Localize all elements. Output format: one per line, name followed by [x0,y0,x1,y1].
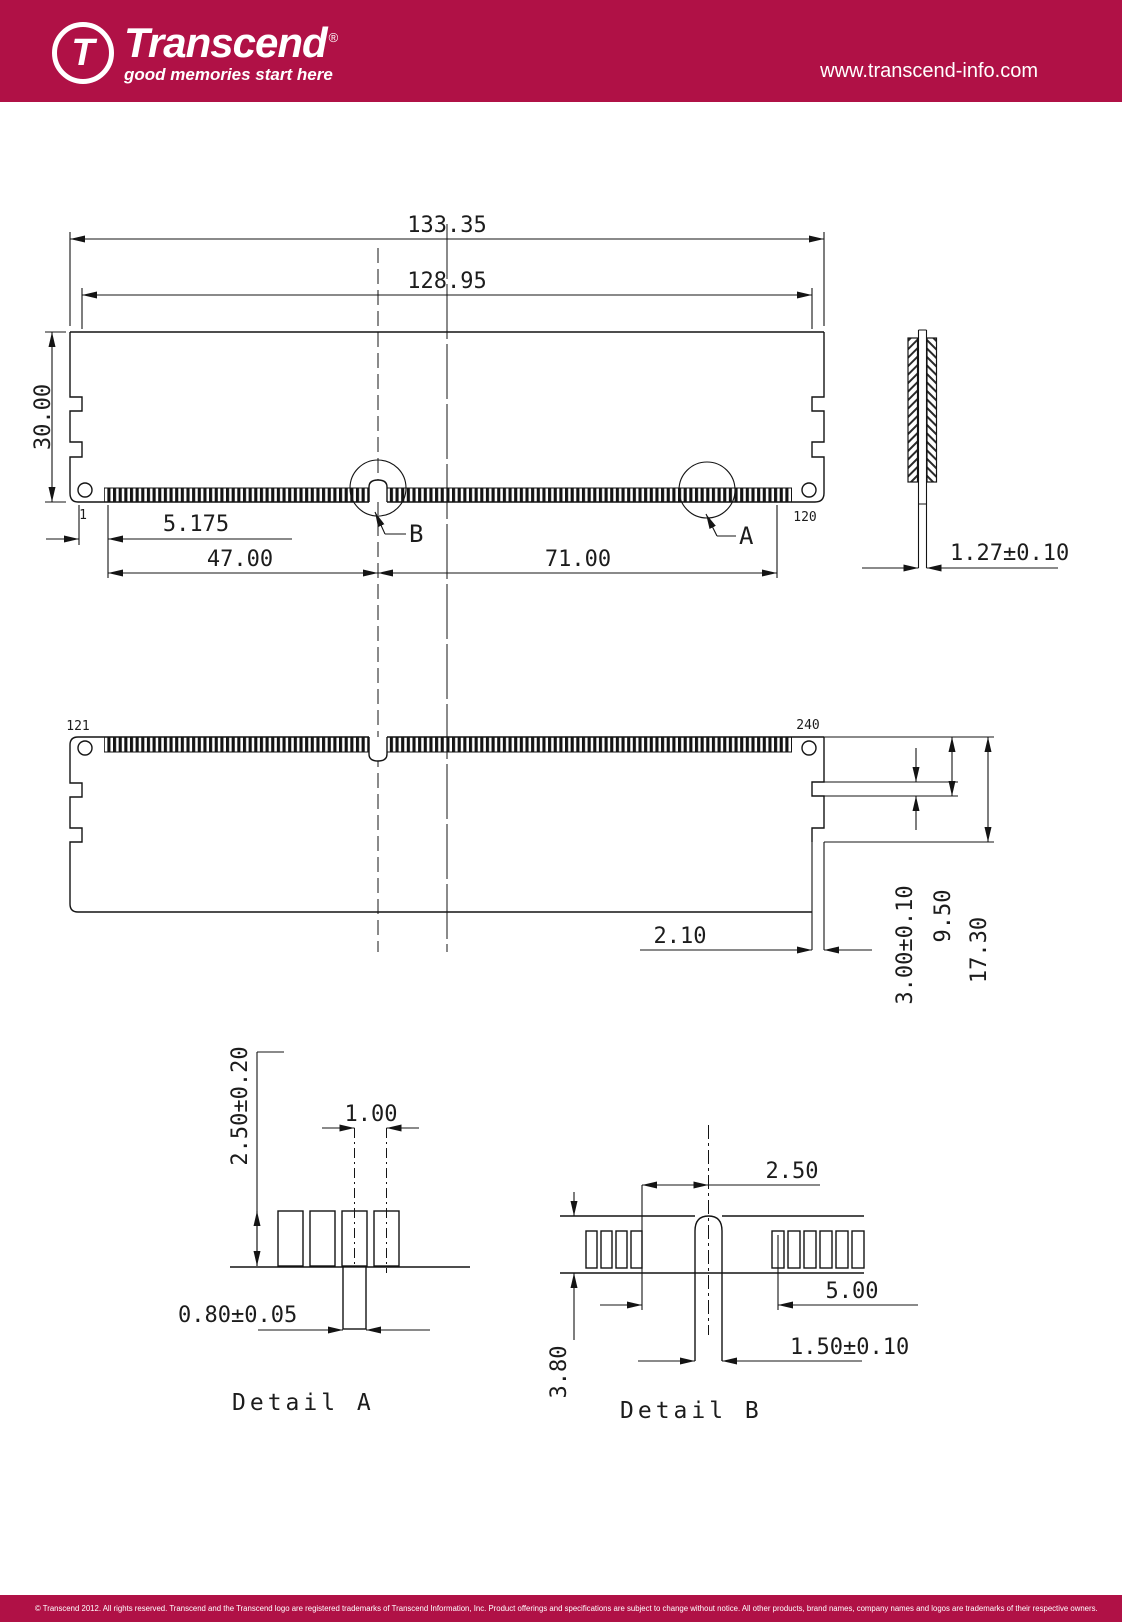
board-left-bottom-edge [70,737,812,912]
gold-finger-band [104,737,369,752]
svg-text:2.50: 2.50 [765,1159,819,1184]
contact-pin [586,1231,597,1268]
mounting-hole [802,741,816,755]
component-hatch-right [927,338,937,482]
svg-text:5.175: 5.175 [162,512,230,537]
copyright-text: © Transcend 2012. All rights reserved. Transcend and the Transcend logo are registered trademarks of Transcend Information, Inc. Product offerings and specifications are subject to change without notice. All other products, brand names, company names and logos are trademarks of their respective owners. [35,1604,1098,1613]
pin-number-first: 121 [66,719,90,734]
svg-text:47.00: 47.00 [206,547,274,572]
dim-notch-height [893,748,918,1005]
svg-text:1.00: 1.00 [344,1102,398,1127]
front-view [31,213,824,578]
dim-notch-top [931,737,956,942]
dim-key-right [378,547,777,573]
callout-b-label: B [409,520,424,548]
pin-number-last: 120 [793,510,817,525]
svg-text:0.80±0.05: 0.80±0.05 [178,1303,298,1328]
detail-b-title: Detail B [620,1398,763,1424]
dim-board-height [31,332,66,502]
gold-finger-band [104,488,369,502]
key-notch [369,737,387,761]
contact-pin [278,1211,303,1266]
contact-pin [631,1231,642,1268]
svg-text:9.50: 9.50 [931,889,956,943]
header-banner [0,0,1122,102]
svg-text:3.80: 3.80 [547,1345,572,1399]
pin-number-last: 240 [796,718,820,733]
transcend-logo [52,16,337,85]
side-view [862,330,1069,568]
dim-pad-width [178,1303,430,1330]
contact-pin [616,1231,627,1268]
contact-pin [852,1231,864,1268]
svg-text:30.00: 30.00 [31,383,56,451]
dim-pin-pitch [322,1102,419,1128]
contact-pin [788,1231,800,1268]
mounting-hole [802,483,816,497]
logo-letter: T [71,32,95,74]
svg-text:1.27±0.10: 1.27±0.10 [950,541,1070,566]
solder-pad [343,1267,366,1329]
contact-pin [601,1231,612,1268]
contact-pin [310,1211,335,1266]
svg-text:71.00: 71.00 [544,547,612,572]
svg-text:1.50±0.10: 1.50±0.10 [790,1335,910,1360]
back-view [66,718,994,1005]
board-left-edge [70,332,369,502]
centerlines [378,224,447,952]
mounting-hole [78,741,92,755]
contact-pin [820,1231,832,1268]
gold-finger-band [387,488,792,502]
gold-finger-band [387,737,792,752]
mounting-hole [78,483,92,497]
contact-pin [804,1231,816,1268]
dim-key-width [638,1335,909,1361]
website-url[interactable]: www.transcend-info.com [820,60,1038,82]
pcb-edge-profile [919,330,927,568]
detail-a-title: Detail A [232,1390,375,1416]
dim-thickness [862,541,1069,568]
dim-key-depth [547,1192,574,1398]
detail-b [547,1125,918,1424]
svg-text:128.95: 128.95 [407,269,487,294]
detail-a [178,1046,470,1416]
brand-name: Transcend ® [124,19,338,66]
svg-text:133.35: 133.35 [407,213,487,238]
svg-text:3.00±0.10: 3.00±0.10 [893,885,918,1005]
transcend-logo-icon [52,22,114,84]
dim-key-left [108,547,378,573]
footer-banner [0,1595,1122,1622]
contact-pin [836,1231,848,1268]
dim-pin-height: 2.50±0.20 [228,1046,253,1166]
svg-text:5.00: 5.00 [825,1279,879,1304]
svg-text:17.30: 17.30 [967,916,992,984]
logo-wordmark [124,16,337,85]
dim-notch-span [967,737,992,983]
pin-number-first: 1 [79,508,87,523]
component-hatch-left [908,338,918,482]
callout-a-label: A [739,522,754,550]
dim-tab-width [640,924,872,950]
board-right-edge [387,332,824,502]
key-notch [369,480,387,502]
svg-text:2.10: 2.10 [653,924,707,949]
brand-tagline: good memories start here [124,65,333,84]
registered-mark: ® [328,30,338,45]
